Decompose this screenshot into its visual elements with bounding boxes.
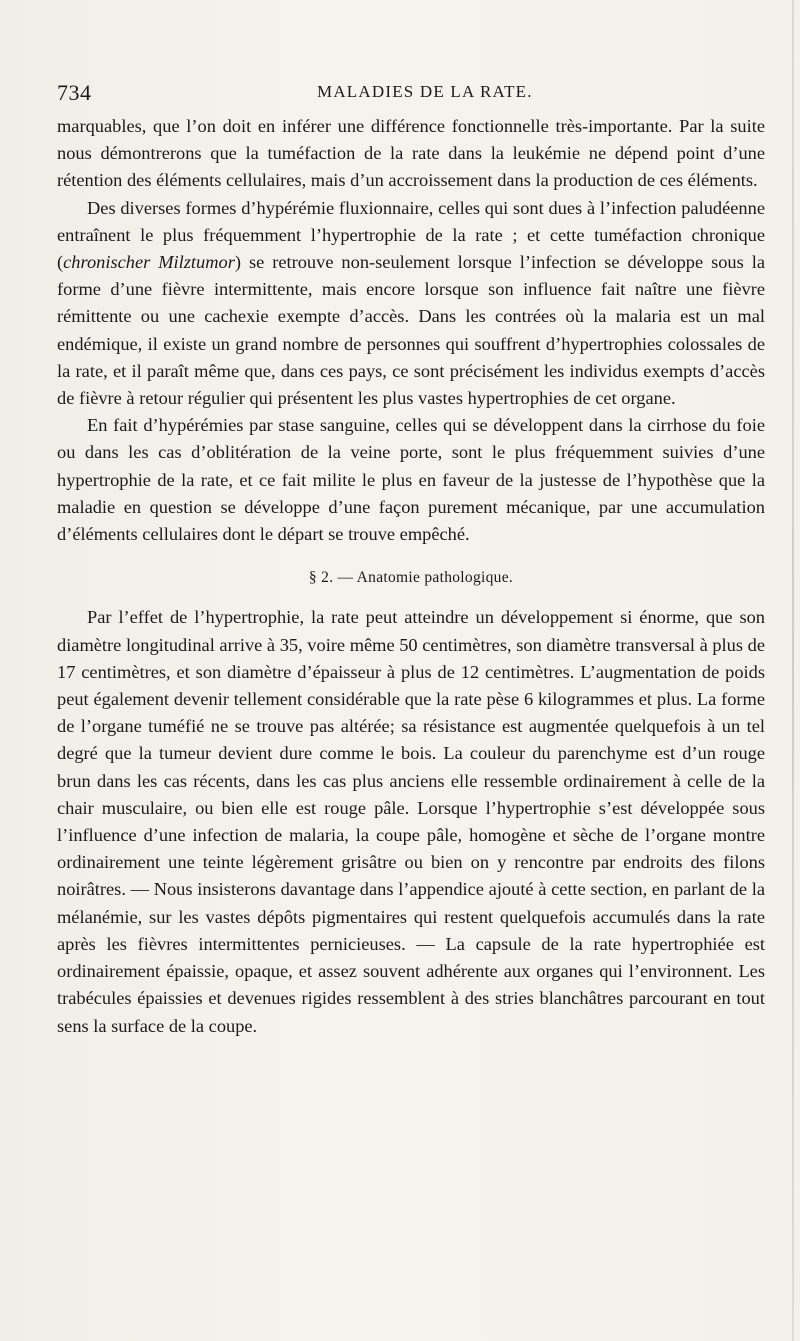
german-term: chronischer Milztumor <box>63 252 235 273</box>
page-header <box>57 78 790 118</box>
paragraph-text: ) se retrouve non-seulement lorsque l’infection se développe sous la forme d’une fièvre intermittente, mais encore lorsque son influence fait naître une fièvre rémittente ou une cachexie exempte d’accès. Dans les contrées où la malaria est un mal endémique, il existe un grand nombre de personnes qui souffrent d’hypertrophies colossales de la rate, et il paraît même que, dans ces pays, ce sont précisément les individus exempts d’accès de fièvre à retour régulier qui présentent les plus vastes hypertrophies de cet organe. <box>57 252 765 409</box>
paragraph-hyperemie-stase: En fait d’hypérémies par stase sanguine, celles qui se développent dans la cirrhose du foie ou dans les cas d’oblitération de la veine porte, sont le plus fréquemment suivies d’une hypertrophie de la rate, et ce fait milite le plus en faveur de la justesse de l’hypothèse que la maladie en question se développe d’une façon purement mécanique, par une accumulation d’éléments cellulaires dont le départ se trouve empêché. <box>57 415 765 545</box>
paragraph-text: Des diverses formes d’hypérémie fluxionnaire, celles qui sont dues à l’infection paludéenne entraînent le plus fréquemment l’hypertrophie de la rate ; et cette tuméfaction chronique ( <box>57 197 765 273</box>
page-number: 734 <box>57 80 92 105</box>
body-text <box>57 113 765 1040</box>
paragraph-anatomie: Par l’effet de l’hypertrophie, la rate peut atteindre un développement si énorme, que son diamètre longitudinal arrive à 35, voire même 50 centimètres, son diamètre transversal à plus de 17 centimètres, et son diamètre d’épaisseur à plus de 12 centimètres. L’augmentation de poids peut également devenir tellement considérable que la rate pèse 6 kilogrammes et plus. La forme de l’organe tuméfié ne se trouve pas altérée; sa résistance est augmentée quelquefois à un tel degré que la tumeur devient dure comme le bois. La couleur du parenchyme est d’un rouge brun dans les cas récents, dans les cas plus anciens elle ressemble ordinairement à celle de la chair musculaire, ou bien elle est rouge pâle. Lorsque l’hypertrophie s’est développée sous l’influence d’une infection de malaria, la coupe pâle, homogène et sèche de l’organe montre ordinairement une teinte légèrement grisâtre ou bien on y rencontre par endroits des filons noirâtres. — Nous insisterons davantage dans l’appendice ajouté à cette section, en parlant de la mélanémie, sur les vastes dépôts pigmentaires qui restent quelquefois accumulés dans la rate après les fièvres intermittentes pernicieuses. — La capsule de la rate hypertrophiée est ordinairement épaissie, opaque, et assez souvent adhérente aux organes qui l’environnent. Les trabécules épaissies et devenues rigides ressemblent à des stries blanchâtres parcourant en tout sens la surface de la coupe. <box>57 607 765 1036</box>
section-heading: § 2. — Anatomie pathologique. <box>308 569 514 587</box>
paragraph-hyperemie-fluxionnaire <box>57 195 765 413</box>
page-edge-shadow <box>792 0 794 1341</box>
running-title: MALADIES DE LA RATE. <box>317 82 533 101</box>
paragraph-continuation: marquables, que l’on doit en inférer une différence fonctionnelle très-importante. Par la suite nous démontrerons que la tuméfaction de la rate dans la leukémie ne dépend point d’une rétention des éléments cellulaires, mais d’un accroissement dans la production de ces éléments. <box>57 116 765 191</box>
